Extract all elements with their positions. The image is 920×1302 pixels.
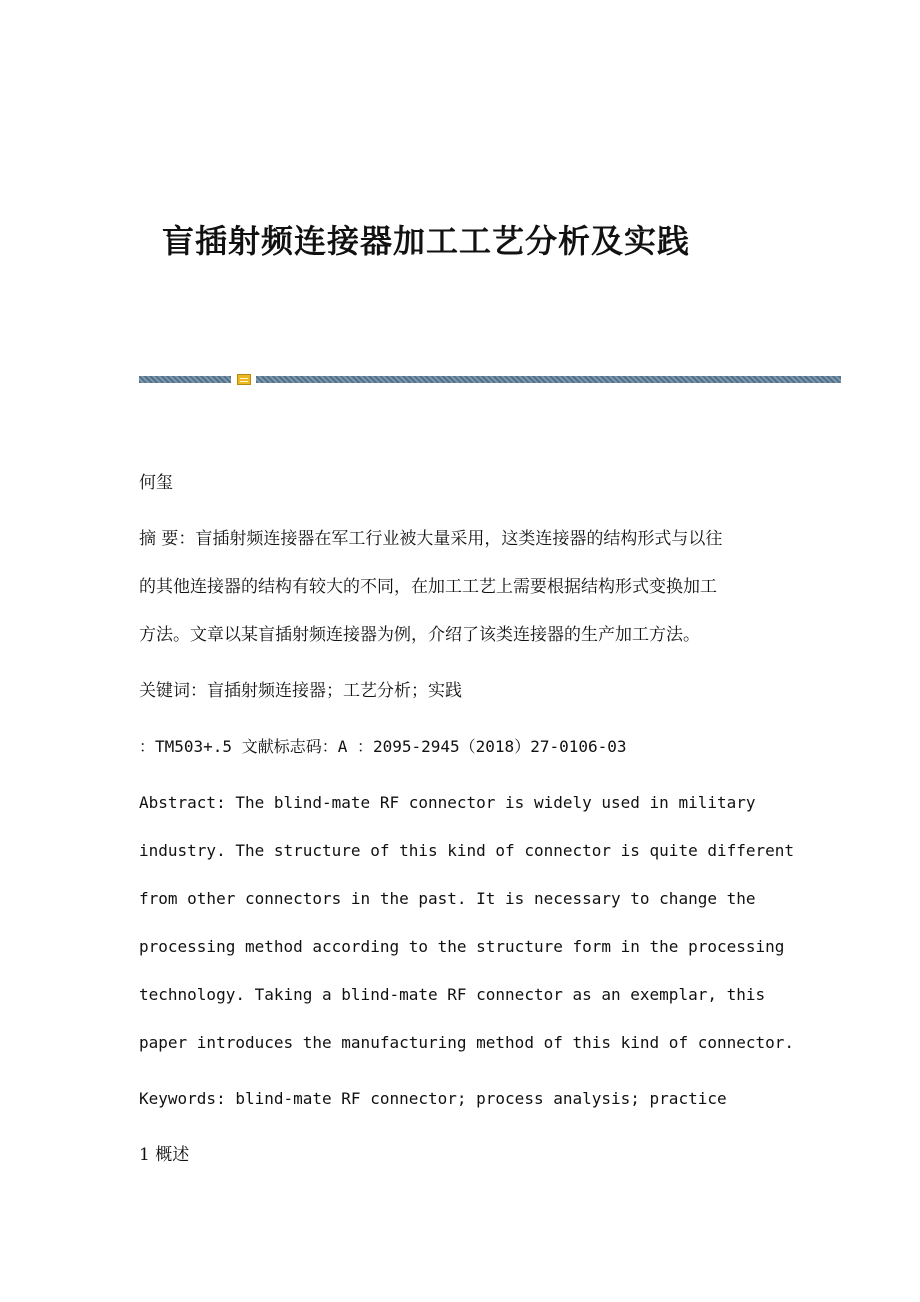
section-heading: 1 概述 <box>139 1145 190 1165</box>
title-divider <box>139 374 841 386</box>
divider-ornament-icon <box>237 374 251 385</box>
author-name: 何玺 <box>139 473 173 493</box>
abstract-cn-line: 的其他连接器的结构有较大的不同，在加工工艺上需要根据结构形式变换加工 <box>139 577 717 597</box>
abstract-en-line: from other connectors in the past. It is necessary to change the <box>139 889 756 908</box>
abstract-cn-line: 方法。文章以某盲插射频连接器为例，介绍了该类连接器的生产加工方法。 <box>139 625 700 645</box>
abstract-en-line: Abstract: The blind-mate RF connector is widely used in military <box>139 793 756 812</box>
keywords-en: Keywords: blind-mate RF connector; process analysis; practice <box>139 1089 727 1108</box>
document-title: 盲插射频连接器加工工艺分析及实践 <box>162 222 691 260</box>
abstract-cn-line: 摘 要：盲插射频连接器在军工行业被大量采用，这类连接器的结构形式与以往 <box>139 529 723 549</box>
abstract-en-line: industry. The structure of this kind of connector is quite different <box>139 841 795 860</box>
abstract-en-line: technology. Taking a blind-mate RF connector as an exemplar, this <box>139 985 766 1004</box>
classification-line: ：TM503+.5 文献标志码：A ：2095-2945（2018）27-0106-03 <box>139 737 627 756</box>
keywords-cn: 关键词：盲插射频连接器；工艺分析；实践 <box>139 681 462 701</box>
abstract-en-line: paper introduces the manufacturing method of this kind of connector. <box>139 1033 795 1052</box>
divider-bar-right <box>256 376 841 383</box>
abstract-en-line: processing method according to the structure form in the processing <box>139 937 785 956</box>
divider-bar-left <box>139 376 231 383</box>
